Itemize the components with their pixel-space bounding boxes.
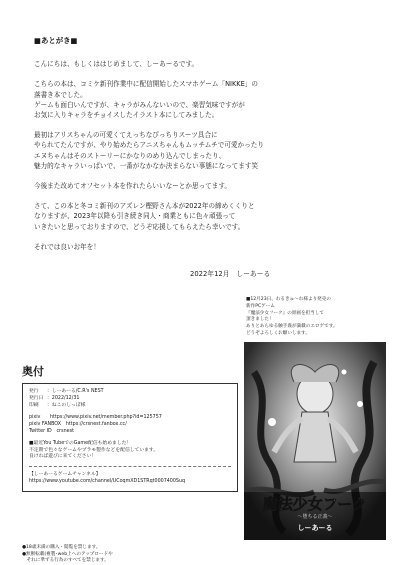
colophon-value: ：しーあーる/C.R's NEST xyxy=(47,389,104,394)
colophon-row xyxy=(29,396,231,403)
twitter-id: Twitter ID crsnest xyxy=(29,428,74,434)
afterword-paragraph: 最初はアリスちゃんの可愛くてえっちなぴっちりスーツ具合に やられてたんですが、やり始めたらアニスちゃんもムッチムチで可愛かったり エヌちゃんはそのストーリーにかなりのめり込んでしまったり、 魅力的なキャラいっぱいで、一番がなかなか決まらない事態になってます笑 xyxy=(34,131,264,170)
colophon-row xyxy=(29,403,231,410)
colophon-label: 発行日 xyxy=(29,395,44,401)
colophon-row xyxy=(29,389,231,396)
youtube-channel-link[interactable]: https://www.youtube.com/channel/UCoqmXD1STRqt0007400Suq xyxy=(29,478,186,484)
afterword-paragraph: こんにちは、もしくははじめまして、しーあーるです。 xyxy=(34,60,199,69)
pixiv-link[interactable]: pixiv https://www.pixiv.net/member.php?id=125757 xyxy=(29,415,162,421)
cover-artist: しーあーる xyxy=(297,524,333,532)
afterword-paragraph: こちらの本は、コミケ新刊作業中に配信開始したスマホゲーム「NIKKE」の 落書き本でした。 ゲームも面白いんですが、キャラがみんないいので、楽習気味ですがが お気に入りキャラをチョイスしたイラスト本にしてみました。 xyxy=(34,80,258,120)
fanbox-link[interactable]: pixiv FANBOX https://crsnest.fanbox.cc/ xyxy=(29,422,127,428)
colophon-value: ：2022/12/31 xyxy=(47,395,80,401)
game-ad-text: ■12月23日、わるきゅ～れ様より発売の 新作PCゲーム 『魔法少女フーク』の原画を担当して 頂きました！ ありとあらゆる触手姦が満載のエロゲです。 どうぞよろしくお願いします。 xyxy=(246,297,338,336)
afterword-heading: ■あとがき■ xyxy=(34,36,78,45)
youtube-notice: ■最近You TubeでのGame配信も始めました！ 不定期で色々なゲームやプラモ製作などを配信しています。 良ければ遊びに来てください！ xyxy=(29,440,159,460)
afterword-paragraph: 今後また改めてオフセット本を作れたらいいなーとか思ってます。 xyxy=(34,182,232,191)
youtube-channel-label: 【しーあーるゲームチャンネル】 xyxy=(29,472,101,478)
afterword-signature: 2022年12月 しーあーる xyxy=(190,270,271,278)
afterword-paragraph: さて、この本と冬コミ新刊のアズレン樫野さん本が2022年の締めくくりと なりますが、2023年以降も引き続き同人・商業ともに色々頑張って いきたいと思っておりますので、どうぞ応援してもらえたら幸いです。 xyxy=(34,202,255,231)
colophon xyxy=(22,363,238,492)
footer-notice: ●18歳未満の購入・閲覧を禁じます。 ●無断転載(複製･web上へのアップロードや それに準ずる行為のすべてを禁じます。 xyxy=(22,545,113,564)
colophon-title: 奥付 xyxy=(22,365,44,378)
colophon-label: 発行 xyxy=(29,389,39,394)
divider xyxy=(29,466,231,467)
colophon-box xyxy=(22,383,238,492)
cover-subtitle: ～堕ちる正義～ xyxy=(297,514,333,520)
afterword-paragraph: それでは良いお年を！ xyxy=(34,242,100,251)
cover-title: 魔法少女フーク xyxy=(262,495,368,513)
game-cover-illustration xyxy=(244,342,386,540)
colophon-value: ：ねこのしっぽ様 xyxy=(47,402,86,408)
afterword xyxy=(34,36,374,262)
colophon-label: 印刷 xyxy=(29,402,39,408)
